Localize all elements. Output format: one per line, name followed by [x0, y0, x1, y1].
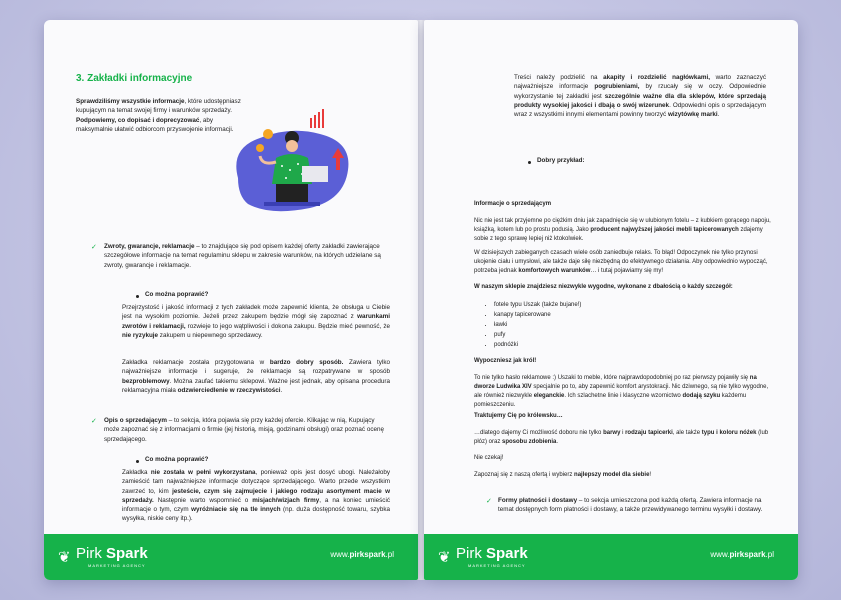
- left-page: [44, 20, 418, 580]
- right-page: [424, 20, 798, 580]
- example-paragraph-2: W dzisiejszych zabieganych czasach wiele osób zaniedbuje relaks. To błąd! Odpoczynek nie tylko przynosi ukojenie ciału i umysłowi, ale także daje siłę niezbędną do efektywnego działania. Aby odpowiednio wypocząć, potrzeba jednak komfortowych warunków… i tutaj pojawiamy się my!: [474, 250, 768, 274]
- example-paragraph-1: Nic nie jest tak przyjemne po ciężkim dniu jak zapadnięcie się w ulubionym fotelu – z kubkiem gorącego napoju, książką, kotem lub po prostu podusią. Jako producent najwyższej jakości mebli tapicerowanych zdajemy sobie z tego sprawę lepiej niż ktokolwiek.: [474, 218, 771, 242]
- paragraph-2: Zakładka reklamacje została przygotowana w bardzo dobry sposób. Zawiera tylko najważniejsze informacje i sugeruje, że reklamacje są rozpatrywane w sposób bezproblemowy. Można zaufać takiemu sklepowi. Ważne jest jednak, aby opisana procedura reklamacyjna miała odzwierciedlenie w rzeczywistości.: [122, 359, 390, 394]
- footer-bar: [44, 534, 418, 580]
- paragraph-3: Zakładka nie została w pełni wykorzystana, ponieważ opis jest dosyć ubogi. Należałoby zamieścić tam najważniejsze informacje dotyczące sprzedającego. Warto przede wszystkim zawrzeć to, kim jesteście, czym się zajmujecie i jakiego rodzaju asortyment macie w sprzedaży. Następnie warto wspomnieć o misjach/wizjach firmy, a na koniec umieścić informacje o tym, czym wyróżniacie się na tle innych (np. duża dostępność towaru, szybka wysyłka, niskie ceny itp.).: [122, 469, 390, 523]
- check-icon: ✓: [91, 243, 97, 251]
- product-list: [484, 300, 581, 350]
- example-cta: Nie czekaj!: [474, 455, 504, 461]
- example-paragraph-5: Zapoznaj się z naszą ofertą i wybierz najlepszy model dla siebie!: [474, 472, 652, 478]
- brand-tagline: MARKETING AGENCY: [468, 563, 526, 568]
- example-slogan: Wypoczniesz jak król!: [474, 358, 537, 364]
- section2-text: Opis o sprzedającym – to sekcja, która pojawia się przy każdej ofercie. Klikając w nią, Kupujący może zapoznać się z informacjami o firmie (jej historią, misją, godzinami obsługi) oraz poznać ocenę sprzedającego.: [104, 417, 384, 443]
- bullet-dot: [136, 460, 139, 463]
- bullet-dot: [528, 161, 531, 164]
- list-item: • pufy: [494, 330, 581, 340]
- list-item: • fotele typu Uszak (także bujane!): [494, 300, 581, 310]
- example-statement: W naszym sklepie znajdziesz niezwykle wygodne, wykonane z dbałością o każdy szczegół:: [474, 284, 733, 290]
- subheading-improve-2: Co można poprawić?: [145, 456, 209, 463]
- list-item: • kanapy tapicerowane: [494, 310, 581, 320]
- intro-text: Sprawdziliśmy wszystkie informacje, które udostępniasz kupującym na temat swojej firmy i warunków sprzedaży. Podpowiemy, co dopisać i doprecyzować, aby maksymalnie ułatwić odbiorcom przyswojenie informacji.: [76, 98, 241, 133]
- list-item: • ławki: [494, 320, 581, 330]
- example-royal: Traktujemy Cię po królewsku…: [474, 413, 563, 419]
- website-url[interactable]: www.pirkspark.pl: [330, 550, 394, 559]
- check-icon: ✓: [91, 417, 97, 425]
- footer-bar: [424, 534, 798, 580]
- subheading-improve-1: Co można poprawić?: [145, 291, 209, 298]
- check-icon: ✓: [486, 497, 492, 505]
- example-heading: Informacje o sprzedającym: [474, 201, 552, 207]
- woman-laptop-illustration: [230, 108, 360, 216]
- example-paragraph-3: To nie tylko hasło reklamowe :) Uszaki to meble, które najprawdopodobniej po raz pierwszy pojawiły się na dworze Ludwika XIV specjalnie po to, aby zapewnić komfort arystokracji. Nic dziwnego, są nie tylko wygodne, ale również niezwykle eleganckie. Ich szlachetne linie i klasyczne wzornictwo dodają szyku każdemu pomieszczeniu.: [474, 375, 769, 408]
- section1-text: Zwroty, gwarancje, reklamacje – to znajdujące się pod opisem każdej oferty zakładki zawierające szczegółowe informacje na temat regulaminu sklepu w zakresie warunków, na których udzielane są zwroty, gwarancje i reklamacje.: [104, 243, 381, 269]
- section-heading: 3. Zakładki informacyjne: [76, 73, 193, 84]
- website-url[interactable]: www.pirkspark.pl: [710, 550, 774, 559]
- example-paragraph-4: …dlatego dajemy Ci możliwość doboru nie tylko barwy i rodzaju tapicerki, ale także typu i koloru nóżek (lub płóz) oraz sposobu zdobienia.: [474, 430, 769, 445]
- section3-text: Formy płatności i dostawy – to sekcja umieszczona pod każdą ofertą. Zawiera informacje na temat dostępnych form płatności i dostawy, a także przewidywanego terminu wysyłki i dostawy.: [498, 497, 763, 514]
- bullet-dot: [136, 295, 139, 298]
- brand-name: Pirk Spark: [76, 545, 148, 562]
- brand-tagline: MARKETING AGENCY: [88, 563, 146, 568]
- right-paragraph-1: Treści należy podzielić na akapity i rozdzielić nagłówkami, warto zaznaczyć najważniejsze informacje pogrubieniami, by rzucały się w oczy. Odpowiednie wykorzystanie tej zakładki jest szczególnie ważne dla dla sklepów, które sprzedają produkty wysokiej jakości i dbają o swój wizerunek. Odpowiedni opis o sprzedającym wraz z wszystkimi innymi elementami powinny tworzyć wizytówkę marki.: [514, 74, 766, 119]
- leaf-icon: ❦: [58, 548, 71, 566]
- brand-name: Pirk Spark: [456, 545, 528, 562]
- good-example-label: Dobry przykład:: [537, 157, 585, 164]
- paragraph-1: Przejrzystość i jakość informacji z tych zakładek może zapewnić klienta, że obsługa u Ciebie jest na wysokim poziomie. Jeżeli przez zakupem będzie mógł się zapoznać z warunkami zwrotów i reklamacji, rozwieje to jego wątpliwości i dokona zakupu. Będzie mieć pewność, że nie ryzykuje zakupem u niepewnego sprzedawcy.: [122, 304, 390, 339]
- list-item: • podnóżki: [494, 340, 581, 350]
- leaf-icon: ❦: [438, 548, 451, 566]
